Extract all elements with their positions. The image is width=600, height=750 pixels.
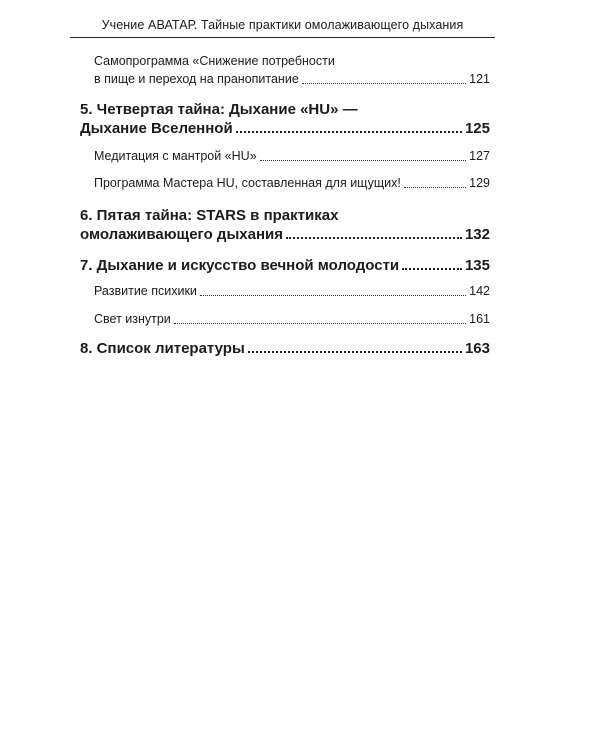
dot-leader (286, 237, 462, 239)
running-header: Учение АВАТАР. Тайные практики омолаживающего дыхания (101, 18, 464, 32)
toc-entry-master-hu-program (94, 165, 490, 192)
dot-leader (302, 83, 466, 84)
toc-page-number: 127 (469, 149, 490, 163)
toc-page-number: 129 (469, 176, 490, 190)
toc-page-number: 135 (464, 257, 490, 274)
toc-page-number: 142 (469, 284, 490, 298)
toc-entry-title-line2: омолаживающего дыхания (80, 226, 283, 243)
dot-leader (404, 187, 466, 188)
table-of-contents (80, 52, 490, 358)
dot-leader (402, 268, 462, 270)
toc-entry-title: Медитация с мантрой «HU» (94, 149, 257, 163)
toc-entry-chapter-7 (80, 256, 490, 275)
dot-leader (200, 295, 466, 296)
toc-entry-title-line1: 5. Четвертая тайна: Дыхание «HU» — (80, 101, 358, 118)
dot-leader (174, 323, 466, 324)
toc-entry-psyche (94, 275, 490, 300)
toc-page-number: 125 (464, 120, 490, 137)
toc-entry-title-line1: Самопрограмма «Снижение потребности (94, 54, 335, 68)
dot-leader (260, 160, 467, 161)
toc-page-number: 121 (469, 72, 490, 86)
toc-entry-title: Развитие психики (94, 284, 197, 298)
toc-entry-title: 7. Дыхание и искусство вечной молодости (80, 257, 400, 274)
toc-entry-chapter-8 (80, 339, 490, 358)
dot-leader (248, 351, 462, 353)
toc-entry-title: Программа Мастера HU, составленная для ищущих! (94, 176, 401, 190)
toc-entry-title: 8. Список литературы (80, 340, 245, 357)
dot-leader (236, 131, 462, 133)
toc-entry-chapter-6 (80, 206, 490, 244)
toc-entry-title: Свет изнутри (94, 312, 171, 326)
toc-page-number: 163 (464, 340, 490, 357)
toc-entry-meditation-hu (94, 138, 490, 165)
toc-entry-title-line1: 6. Пятая тайна: STARS в практиках (80, 207, 339, 224)
toc-page-number: 161 (469, 312, 490, 326)
toc-entry-title-line2: Дыхание Вселенной (80, 120, 233, 137)
toc-page-number: 132 (464, 226, 490, 243)
toc-entry-title-line2: в пище и переход на пранопитание (94, 72, 299, 86)
toc-entry-inner-light (94, 300, 490, 328)
header-rule (70, 37, 495, 38)
toc-entry-chapter-5 (80, 100, 490, 138)
toc-entry-self-program (94, 52, 490, 88)
